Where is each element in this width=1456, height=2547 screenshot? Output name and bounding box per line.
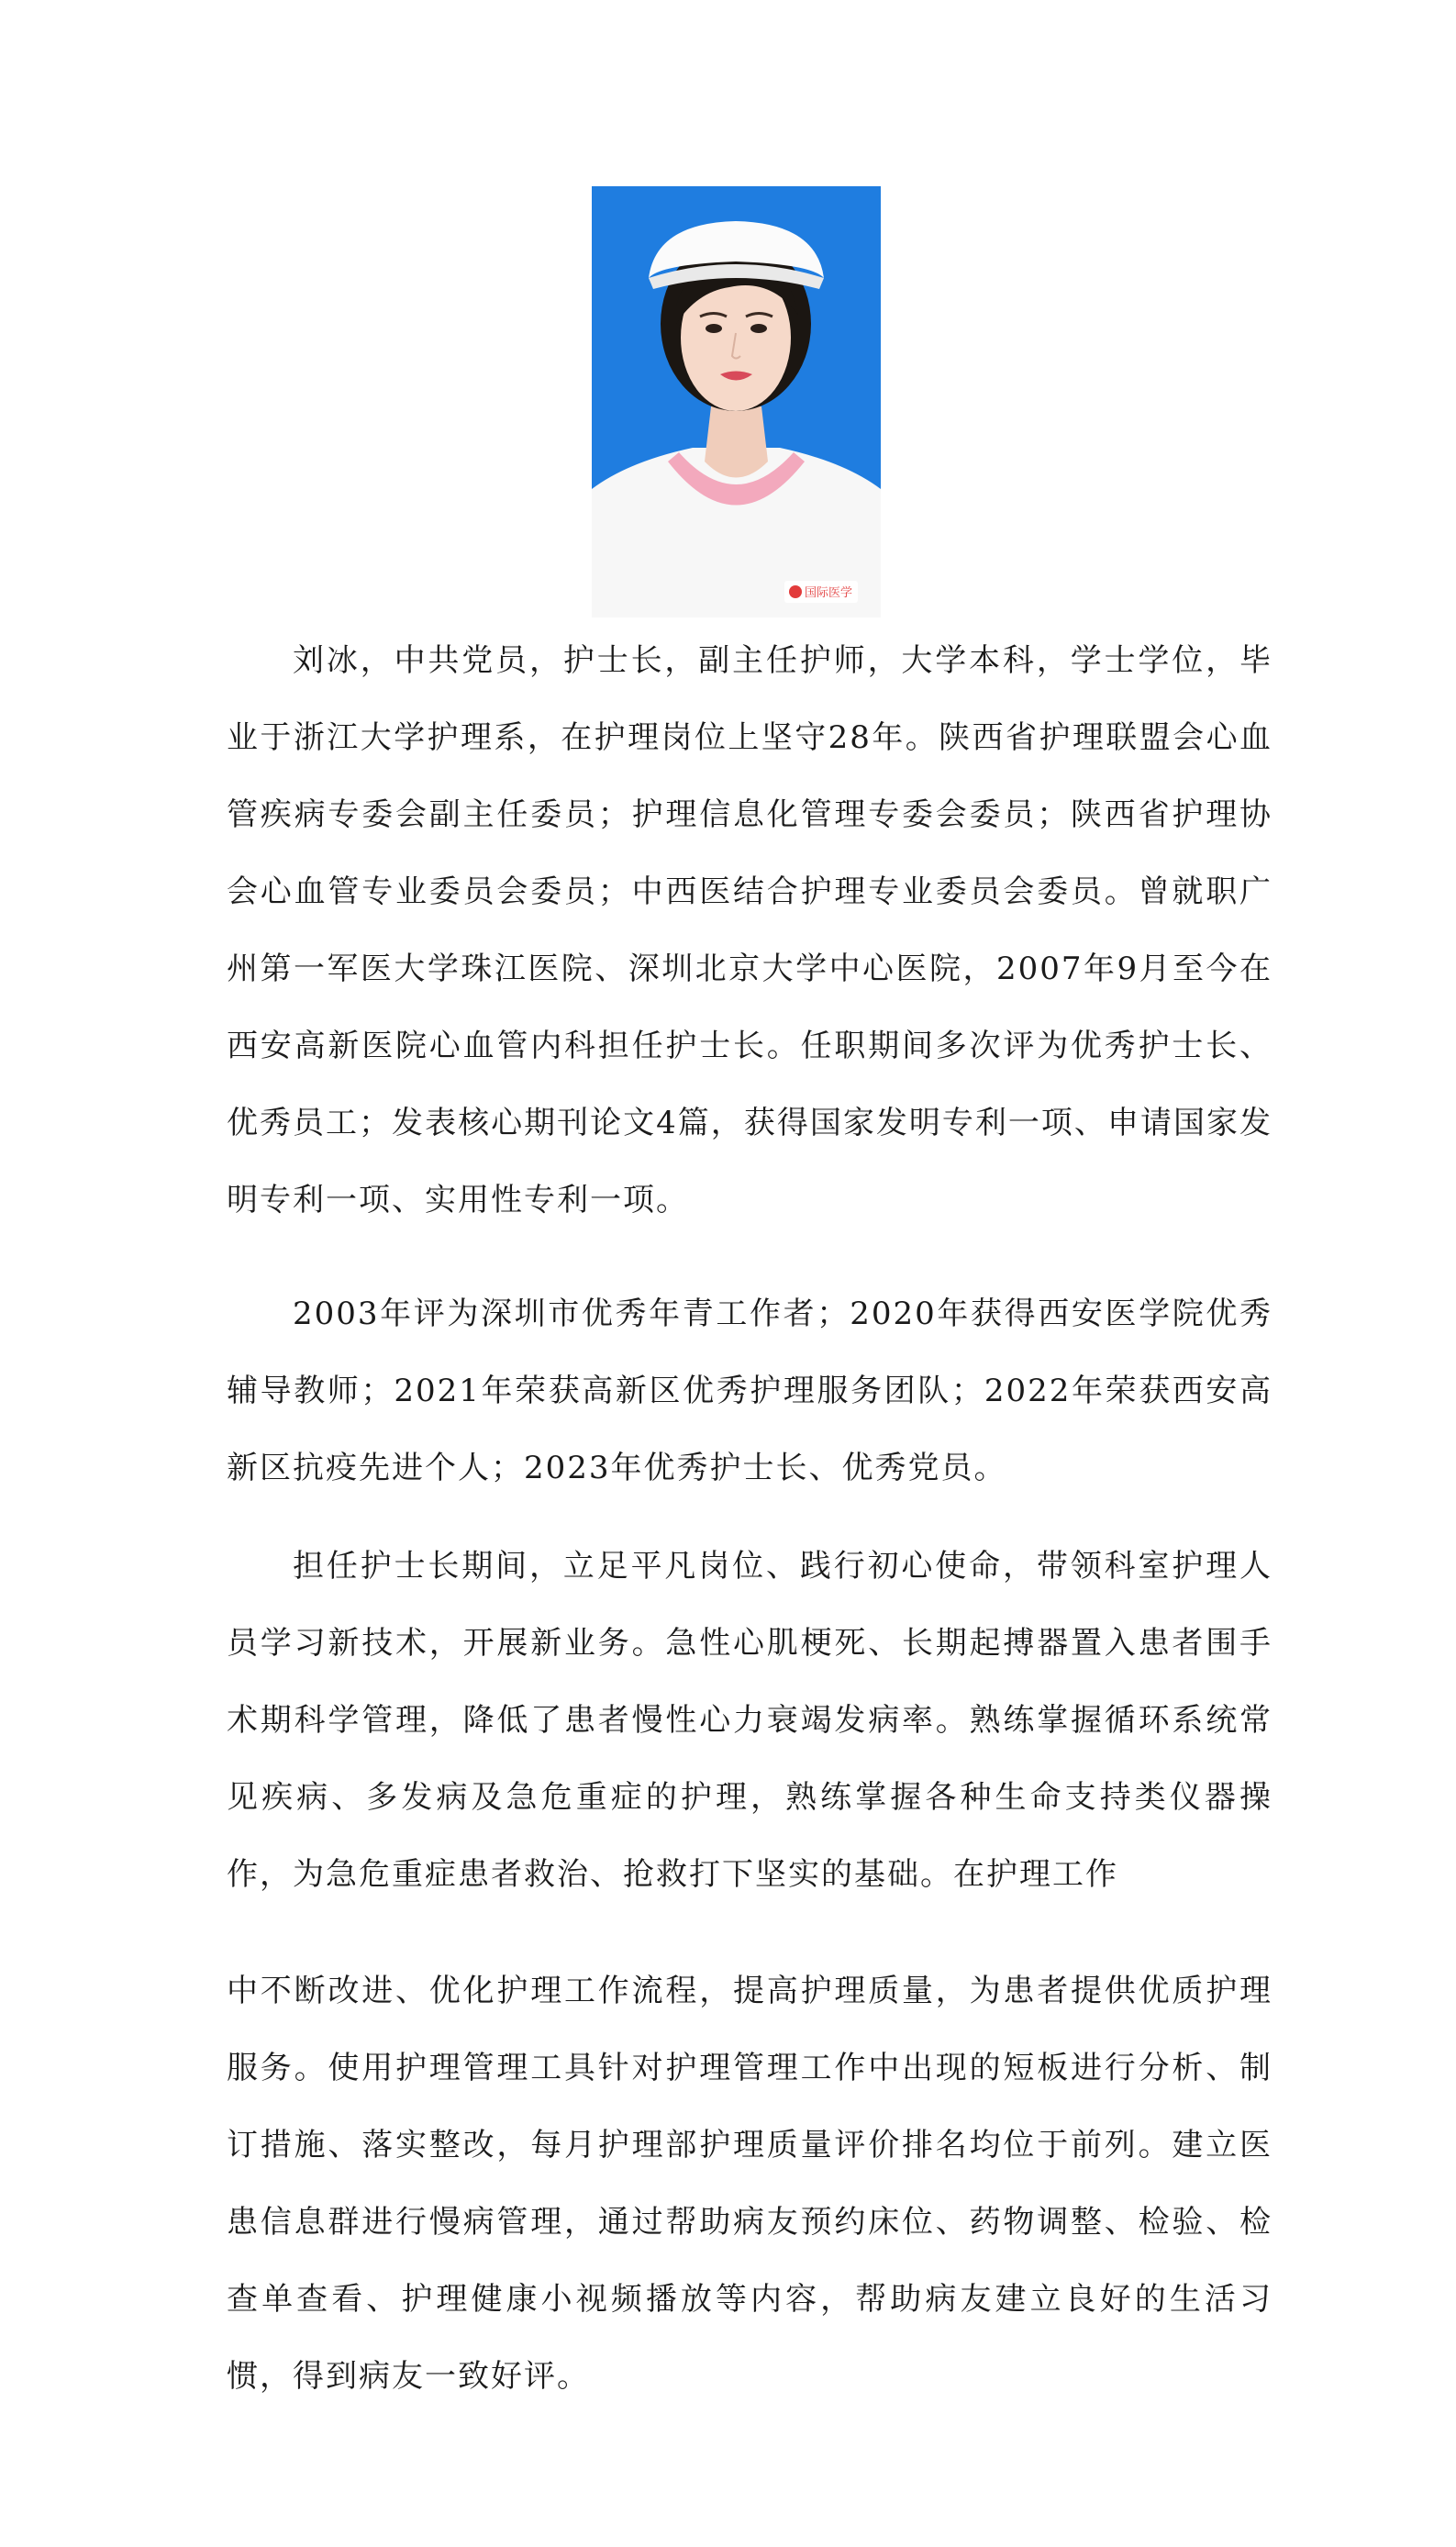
- nurse-portrait-icon: [592, 186, 881, 617]
- paragraph-text: 中不断改进、优化护理工作流程，提高护理质量，为患者提供优质护理服务。使用护理管理工具针对护理管理工作中出现的短板进行分析、制订措施、落实整改，每月护理部护理质量评价排名均位于前列。建立医患信息群进行慢病管理，通过帮助病友预约床位、药物调整、检验、检查单查看、护理健康小视频播放等内容，帮助病友建立良好的生活习惯，得到病友一致好评。: [227, 1973, 1273, 2395]
- portrait-photo: [592, 186, 881, 617]
- paragraph-1: [227, 622, 1273, 1239]
- paragraph-text: 刘冰，中共党员，护士长，副主任护师，大学本科，学士学位，毕业于浙江大学护理系，在护理岗位上坚守28年。陕西省护理联盟会心血管疾病专委会副主任委员；护理信息化管理专委会委员；陕西省护理协会心血管专业委员会委员；中西医结合护理专业委员会委员。曾就职广州第一军医大学珠江医院、深圳北京大学中心医院，2007年9月至今在西安高新医院心血管内科担任护士长。任职期间多次评为优秀护士长、优秀员工；发表核心期刊论文4篇，获得国家发明专利一项、申请国家发明专利一项、实用性专利一项。: [227, 642, 1273, 1218]
- paragraph-4: [227, 1952, 1273, 2415]
- paragraph-2: [227, 1275, 1273, 1507]
- paragraph-text: 担任护士长期间，立足平凡岗位、践行初心使命，带领科室护理人员学习新技术，开展新业务。急性心肌梗死、长期起搏器置入患者围手术期科学管理，降低了患者慢性心力衰竭发病率。熟练掌握循环系统常见疾病、多发病及急危重症的护理，熟练掌握各种生命支持类仪器操作，为急危重症患者救治、抢救打下坚实的基础。在护理工作: [227, 1548, 1273, 1893]
- paragraph-3: [227, 1528, 1273, 1913]
- paragraph-text: 2003年评为深圳市优秀年青工作者；2020年获得西安医学院优秀辅导教师；2021年荣获高新区优秀护理服务团队；2022年荣获西安高新区抗疫先进个人；2023年优秀护士长、优秀党员。: [227, 1296, 1273, 1486]
- photo-badge-text: 国际医学: [805, 586, 853, 600]
